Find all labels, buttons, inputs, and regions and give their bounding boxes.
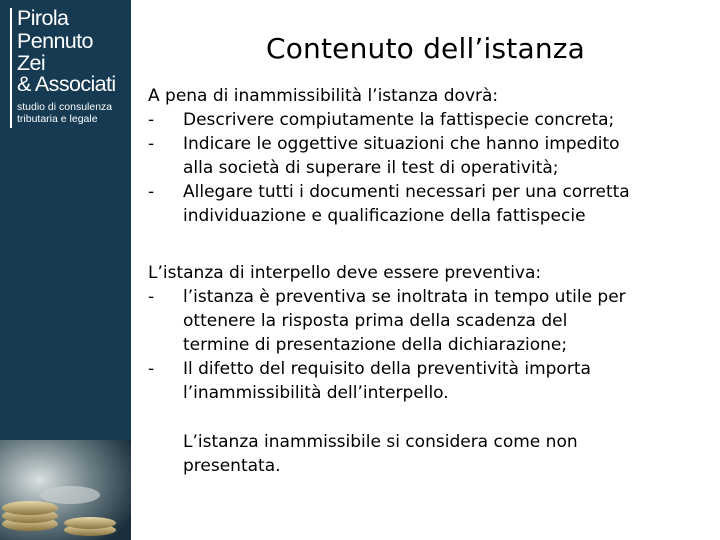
bullet-dash: - xyxy=(148,359,155,379)
logo-subtitle-1: studio di consulenza xyxy=(17,101,113,113)
coins-image-icon xyxy=(0,440,131,540)
bullet-text: Indicare le oggettive situazioni che hanno impedito xyxy=(183,134,620,154)
section2-bullet-1 xyxy=(148,285,714,357)
section2-bullet-2 xyxy=(148,357,714,405)
bullet-text: Descrivere compiutamente la fattispecie concreta; xyxy=(183,110,615,130)
bullet-dash: - xyxy=(148,110,155,130)
logo-divider xyxy=(10,8,12,128)
slide-title: Contenuto dell’istanza xyxy=(265,32,586,65)
bullet-dash: - xyxy=(148,182,155,202)
bullet-dash: - xyxy=(148,134,155,154)
logo-line-3: Zei xyxy=(17,51,46,75)
bullet-text: ottenere la risposta prima della scadenza del xyxy=(183,311,568,331)
section2-intro: L’istanza di interpello deve essere preventiva: xyxy=(148,263,542,283)
bullet-text: individuazione e qualificazione della fattispecie xyxy=(183,206,586,226)
bullet-text: Allegare tutti i documenti necessari per una corretta xyxy=(183,182,630,202)
closing-note xyxy=(148,430,714,478)
bullet-text: termine di presentazione della dichiarazione; xyxy=(183,335,568,355)
firm-logo xyxy=(0,0,131,150)
closing-text: L’istanza inammissibile si considera come non xyxy=(183,432,578,452)
section1-bullet-2 xyxy=(148,132,714,180)
section1-bullet-3 xyxy=(148,180,714,228)
section1-intro: A pena di inammissibilità l’istanza dovrà: xyxy=(148,86,499,106)
logo-line-2: Pennuto xyxy=(17,29,93,53)
bullet-text: l’istanza è preventiva se inoltrata in tempo utile per xyxy=(183,287,626,307)
slide-body xyxy=(148,84,714,478)
bullet-text: alla società di superare il test di operatività; xyxy=(183,158,559,178)
coins-photo xyxy=(0,440,131,540)
logo-subtitle-2: tributaria e legale xyxy=(17,113,98,125)
bullet-text: l’inammissibilità dell’interpello. xyxy=(183,383,449,403)
sidebar-panel xyxy=(0,0,131,540)
logo-line-1: Pirola xyxy=(17,6,69,30)
closing-text: presentata. xyxy=(183,456,281,476)
section1-bullet-1 xyxy=(148,108,714,132)
bullet-text: Il difetto del requisito della preventività importa xyxy=(183,359,591,379)
logo-line-4: & Associati xyxy=(17,72,116,96)
bullet-dash: - xyxy=(148,287,155,307)
